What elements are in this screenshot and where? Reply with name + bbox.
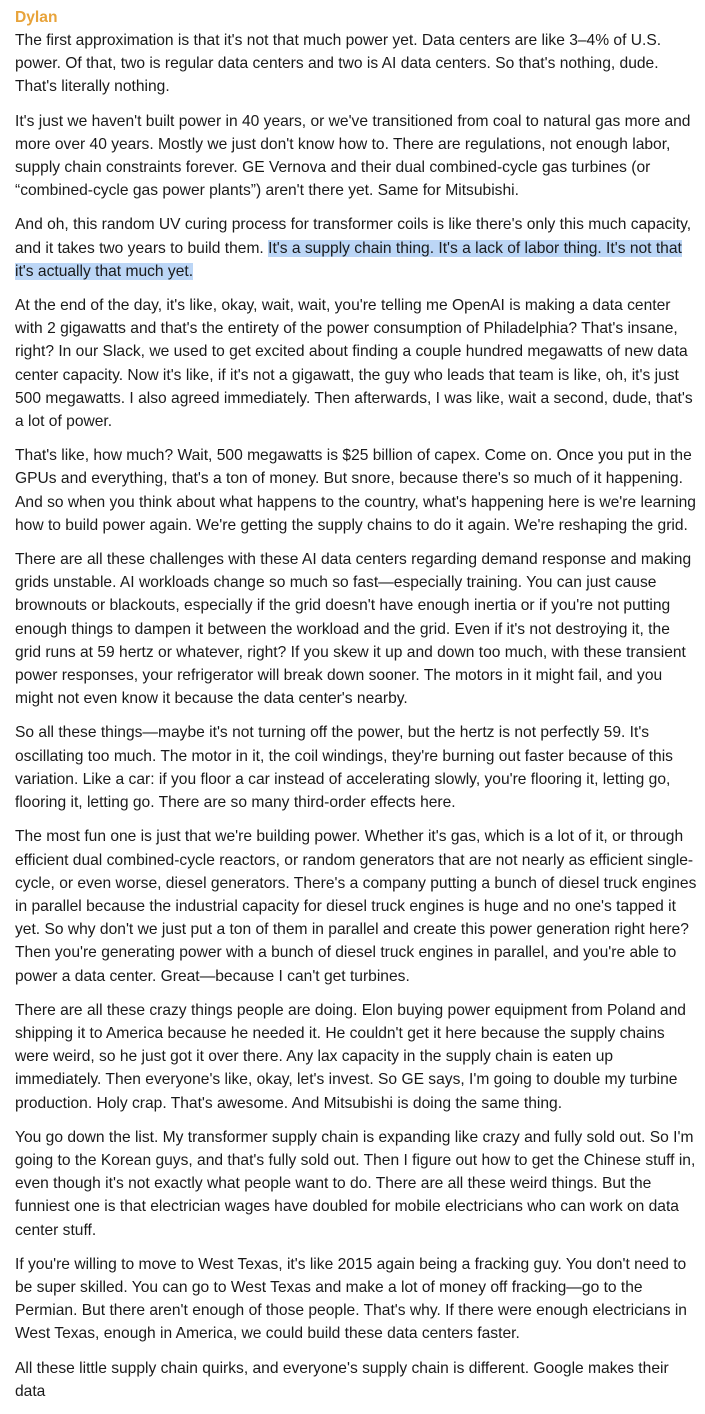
paragraph-10 <box>15 1126 700 1242</box>
paragraph-text: There are all these challenges with these AI data centers regarding demand response and making grids unstable. AI workloads change so much so fast—especially training. You can just cause brownouts or blackouts, especially if the grid doesn't have enough inertia or if you're not putting enough things to dampen it between the workload and the grid. Even if it's not destroying it, the grid runs at 59 hertz or whatever, right? If you skew it up and down too much, with these transient power responses, your refrigerator will break down sooner. The motors in it might fail, and you might not even know it because the data center's nearby. <box>15 551 692 708</box>
paragraph-11 <box>15 1253 700 1346</box>
highlighted-text[interactable]: It's a supply chain thing. It's a lack of labor thing. It's not that it's actually that much yet. <box>15 239 682 280</box>
paragraph-text: It's just we haven't built power in 40 years, or we've transitioned from coal to natural gas more and more over 40 years. Mostly we just don't know how to. There are regulations, not enough labor, supply chain constraints forever. GE Vernova and their dual combined-cycle gas turbines (or “combined-cycle gas power plants”) aren't there yet. Same for Mitsubishi. <box>15 112 691 200</box>
paragraph-8 <box>15 825 700 987</box>
paragraph-text: You go down the list. My transformer supply chain is expanding like crazy and fully sold out. So I'm going to the Korean guys, and that's fully sold out. Then I figure out how to get the Chinese stuff in, even though it's not exactly what people want to do. There are all these weird things. But the funniest one is that electrician wages have doubled for mobile electricians who can work on data center stuff. <box>15 1128 696 1239</box>
paragraph-text: If you're willing to move to West Texas, it's like 2015 again being a fracking guy. You don't need to be super skilled. You can go to West Texas and make a lot of money off fracking—go to the Permian. But there aren't enough of those people. That's why. If there were enough electricians in West Texas, enough in America, we could build these data centers faster. <box>15 1255 687 1343</box>
paragraph-text: And oh, this random UV curing process for transformer coils is like there's only this much capacity, and it takes two years to build them. <box>15 216 692 257</box>
transcript <box>15 8 700 1414</box>
paragraph-2 <box>15 110 700 203</box>
paragraph-text: That's like, how much? Wait, 500 megawatts is $25 billion of capex. Come on. Once you put in the GPUs and everything, that's a ton of money. But snore, because there's so much of it happening. And so when you think about what happens to the country, what's happening here is we're learning how to build power again. We're getting the supply chains to do it again. We're reshaping the grid. <box>15 447 696 534</box>
speaker-name: Dylan <box>15 9 58 26</box>
paragraph-text: So all these things—maybe it's not turning off the power, but the hertz is not perfectly 59. It's oscillating too much. The motor in it, the coil windings, they're burning out faster because of this variation. Like a car: if you floor a car instead of accelerating slowly, you're flooring it, letting go, flooring it, letting go. There are so many third-order effects here. <box>15 724 673 812</box>
paragraph-text: All these little supply chain quirks, and everyone's supply chain is different. Google makes their data <box>15 1359 669 1400</box>
paragraph-9 <box>15 999 700 1115</box>
paragraph-text: The most fun one is just that we're building power. Whether it's gas, which is a lot of it, or through efficient dual combined-cycle reactors, or random generators that are not nearly as efficient single-cycle, or even worse, diesel generators. There's a company putting a bunch of diesel truck engines in parallel because the industrial capacity for diesel truck engines is huge and no one's tapped it yet. So why don't we just put a ton of them in parallel and create this power generation right here? Then you're generating power with a bunch of diesel truck engines in parallel, and you're able to power a data center. Great—because I can't get turbines. <box>15 828 697 985</box>
paragraph-1 <box>15 29 700 99</box>
paragraph-text: At the end of the day, it's like, okay, wait, wait, you're telling me OpenAI is making a data center with 2 gigawatts and that's the entirety of the power consumption of Philadelphia? That's insane, right? In our Slack, we used to get excited about finding a couple hundred megawatts of new data center capacity. Now it's like, if it's not a gigawatt, the guy who leads that team is like, oh, it's just 500 megawatts. I also agreed immediately. Then afterwards, I was like, wait a second, dude, that's a lot of power. <box>15 297 693 431</box>
paragraph-text: The first approximation is that it's not that much power yet. Data centers are like 3–4% of U.S. power. Of that, two is regular data centers and two is AI data centers. So that's nothing, dude. That's literally nothing. <box>15 32 662 96</box>
paragraph-6 <box>15 548 700 710</box>
paragraph-12 <box>15 1357 700 1403</box>
paragraph-7 <box>15 721 700 814</box>
paragraph-5 <box>15 444 700 537</box>
paragraph-text: There are all these crazy things people are doing. Elon buying power equipment from Poland and shipping it to America because he needed it. He couldn't get it here because the supply chains were weird, so he just got it over there. Any lax capacity in the supply chain is eaten up immediately. Then everyone's like, okay, let's invest. So GE says, I'm going to double my turbine production. Holy crap. That's awesome. And Mitsubishi is doing the same thing. <box>15 1001 686 1112</box>
paragraph-4 <box>15 294 700 433</box>
paragraph-3 <box>15 213 700 283</box>
